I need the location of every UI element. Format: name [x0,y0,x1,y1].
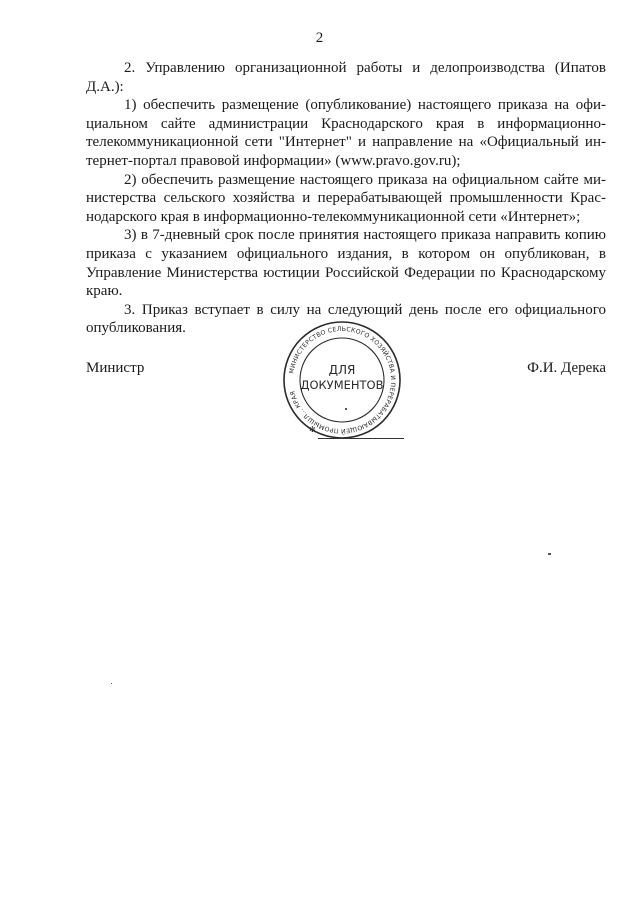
paragraph-subitem-3: 3) в 7-дневный срок после принятия настоящего приказа направить копию приказа с указанием официального издания, в котором он опубликован, в Управление Министерства юстиции Российской Федерации по Краснодарскому краю. [86,227,606,300]
seal-center-line-1: ДЛЯ [328,363,356,377]
official-seal-stamp [280,318,404,442]
scan-speck [111,683,112,684]
signatory-position: Министр [86,360,145,376]
scan-speck [345,408,347,410]
signature-line [318,438,404,439]
paragraph-subitem-1: 1) обеспечить размещение (опубликование) настоящего приказа на официальном сайте администрации Краснодарского края в информационно-телекоммуникационной сети "Интернет" и направление на «Официальный интернет-портал правовой информации» (www.pravo.gov.ru); [86,97,606,169]
paragraph-item-2: 2. Управлению организационной работы и делопроизводства (Ипатов Д.А.): [86,60,606,95]
paragraph-item-3: 3. Приказ вступает в силу на следующий день после его официального опубликования. [86,301,606,337]
page-number: 2 [315,30,324,46]
seal-star-icon: ✻ [309,425,316,434]
order-body [86,59,606,338]
paragraph-subitem-2: 2) обеспечить размещение настоящего приказа на официальном сайте министерства сельского хозяйства и перерабатывающей промышленности Краснодарского края в информационно-телекоммуникационной сети «Интернет»; [86,171,606,225]
scan-speck [548,553,551,555]
seal-center-line-2: ДОКУМЕНТОВ [300,378,384,392]
seal-ring-text: МИНИСТЕРСТВО СЕЛЬСКОГО ХОЗЯЙСТВА И ПЕРЕРАБАТЫВАЮЩЕЙ ПРОМЫШЛ... КРАЯ [288,325,397,435]
signatory-name: Ф.И. Дерека [527,360,606,376]
